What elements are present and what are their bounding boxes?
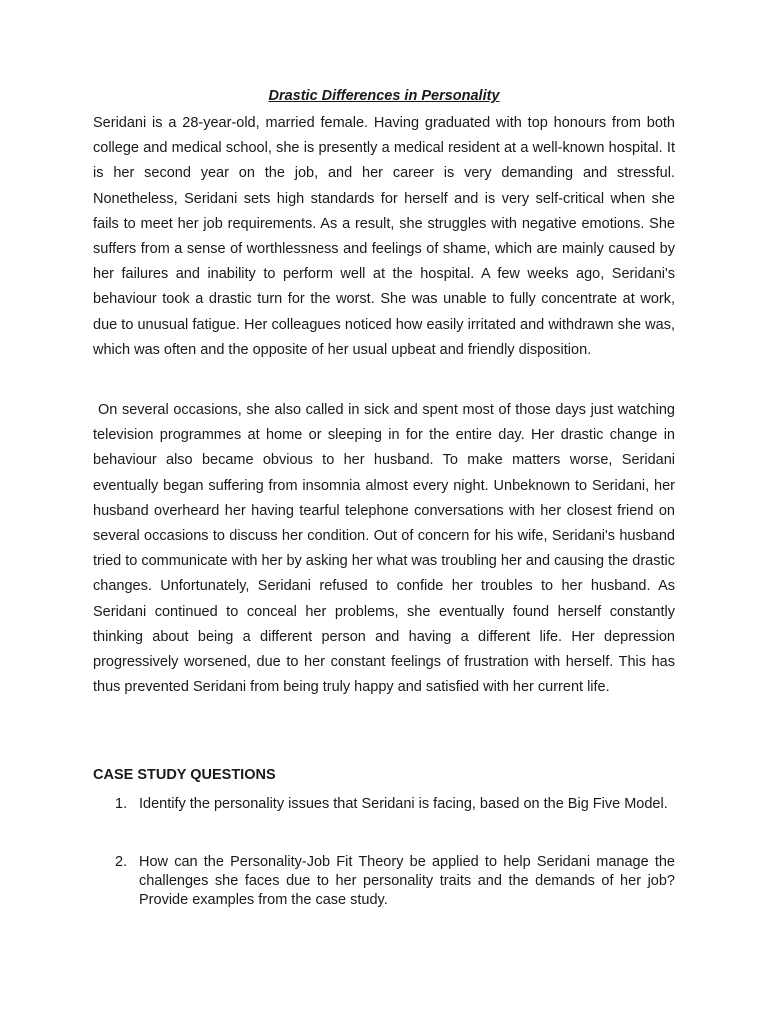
case-paragraph-2: On several occasions, she also called in sick and spent most of those days just watching television programmes at home or sleeping in for the entire day. Her drastic change in behaviour also became obvious to her husband. To make matters worse, Seridani eventually began suffering from insomnia almost every night. Unbeknown to Seridani, her husband overheard her having tearful telephone conversations with her closest friend on several occasions to discuss her condition. Out of concern for his wife, Seridani's husband tried to communicate with her by asking her what was troubling her and causing the drastic changes. Unfortunately, Seridani refused to confide her troubles to her husband. As Seridani continued to conceal her problems, she eventually found herself constantly thinking about being a different person and having a different life. Her depression progressively worsened, due to her constant feelings of frustration with herself. This has thus prevented Seridani from being truly happy and satisfied with her current life. — [93, 402, 675, 696]
case-paragraph-1: Seridani is a 28-year-old, married female. Having graduated with top honours from both college and medical school, she is presently a medical resident at a well-known hospital. It is her second year on the job, and her career is very demanding and stressful. Nonetheless, Seridani sets high standards for herself and is very self-critical when she fails to meet her job requirements. As a result, she struggles with negative emotions. She suffers from a sense of worthlessness and feelings of shame, which are mainly caused by her failures and inability to perform well at the hospital. A few weeks ago, Seridani's behaviour took a drastic turn for the worst. She was unable to fully concentrate at work, due to unusual fatigue. Her colleagues noticed how easily irritated and withdrawn she was, which was often and the opposite of her usual upbeat and friendly disposition. — [93, 115, 675, 358]
question-number: 1. — [115, 796, 128, 812]
question-text: How can the Personality-Job Fit Theory be applied to help Seridani manage the challenges she faces due to her personality traits and the demands of her job? Provide examples from the case study. — [139, 854, 675, 908]
question-text: Identify the personality issues that Seridani is facing, based on the Big Five Model. — [139, 796, 668, 812]
question-number: 2. — [115, 854, 128, 870]
question-item-1 — [93, 795, 675, 814]
question-item-2 — [93, 853, 675, 910]
document-title: Drastic Differences in Personality — [268, 88, 500, 104]
questions-heading: CASE STUDY QUESTIONS — [93, 767, 276, 783]
